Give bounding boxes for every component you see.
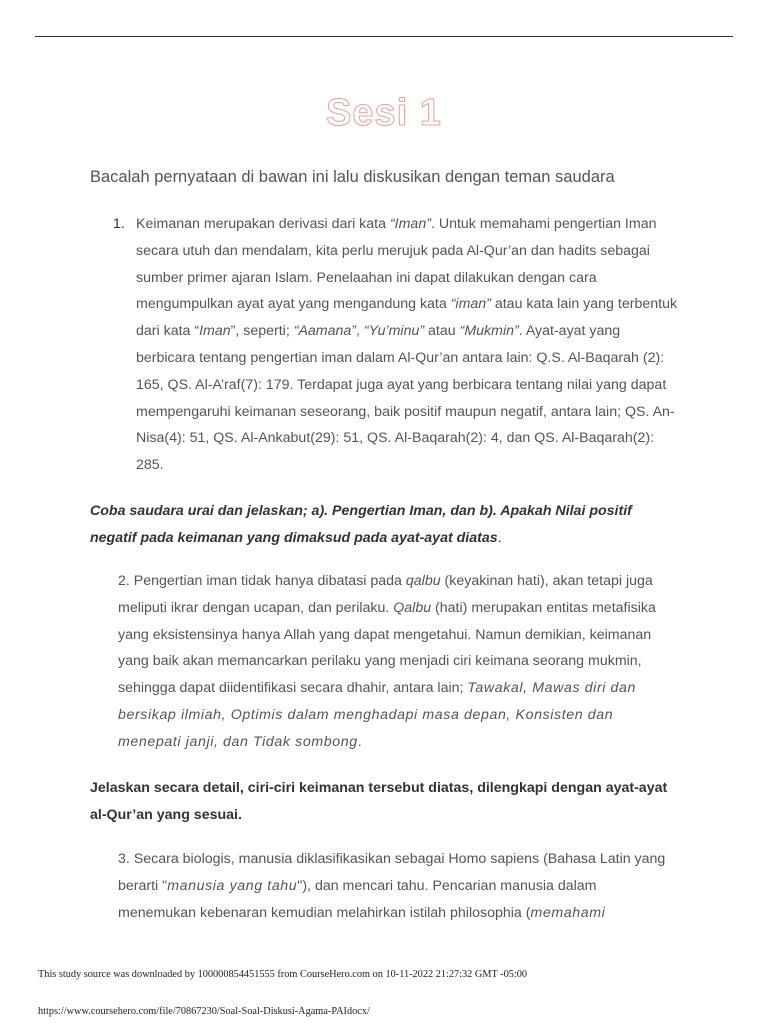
top-rule — [35, 36, 733, 37]
item-2-paragraph: 2. Pengertian iman tidak hanya dibatasi pada qalbu (keyakinan hati), akan tetapi juga meliputi ikrar dengan ucapan, dan perilaku. Qalbu (hati) merupakan entitas metafisika yang eksistensinya hanya Allah yang dapat mengetahui. Namun demikian, keimanan yang baik akan memancarkan perilaku yang menjadi ciri keimana seorang mukmin, sehingga dapat diidentifikasi secara dhahir, antara lain; Tawakal, Mawas diri dan bersikap ilmiah, Optimis dalam menghadapi masa depan, Konsisten dan menepati janji, dan Tidak sombong. — [118, 573, 656, 750]
question-1: Coba saudara urai dan jelaskan; a). Pengertian Iman, dan b). Apakah Nilai positif negatif pada keimanan yang dimaksud pada ayat-ayat diatas. — [90, 503, 632, 546]
item-1-paragraph: Keimanan merupakan derivasi dari kata “Iman”. Untuk memahami pengertian Iman secara utuh dan mendalam, kita perlu merujuk pada Al-Qur’an dan hadits sebagai sumber primer ajaran Islam. Penelaahan ini dapat dilakukan dengan cara mengumpulkan ayat ayat yang mengandung kata “iman” atau kata lain yang terbentuk dari kata “Iman”, seperti; “Aamana”, “Yu’minu” atau “Mukmin”. Ayat-ayat yang berbicara tentang pengertian iman dalam Al-Qur’an antara lain: Q.S. Al-Baqarah (2): 165, QS. Al-A’raf(7): 179. Terdapat juga ayat yang berbicara tentang nilai yang dapat mempengaruhi keimanan seseorang, baik positif maupun negatif, antara lain; QS. An-Nisa(4): 51, QS. Al-Ankabut(29): 51, QS. Al-Baqarah(2): 4, dan QS. Al-Baqarah(2): 285. — [136, 216, 678, 474]
intro-text: Bacalah pernyataan di bawan ini lalu diskusikan dengan teman saudara — [90, 168, 615, 186]
item-1-number: 1. — [113, 216, 125, 232]
item-3-paragraph: 3. Secara biologis, manusia diklasifikasikan sebagai Homo sapiens (Bahasa Latin yang berarti "manusia yang tahu"), dan mencari tahu. Pencarian manusia dalam menemukan kebenaran kemudian melahirkan istilah philosophia (memahami — [118, 851, 666, 921]
page-title: Sesi 1 — [326, 92, 442, 134]
download-note: This study source was downloaded by 100000854451555 from CourseHero.com on 10-11-2022 21:27:32 GMT -05:00 — [38, 969, 528, 980]
question-2: Jelaskan secara detail, ciri-ciri keimanan tersebut diatas, dilengkapi dengan ayat-ayat al-Qur’an yang sesuai. — [90, 780, 668, 823]
source-url[interactable]: https://www.coursehero.com/file/70867230/Soal-Soal-Diskusi-Agama-PAIdocx/ — [38, 1006, 370, 1017]
